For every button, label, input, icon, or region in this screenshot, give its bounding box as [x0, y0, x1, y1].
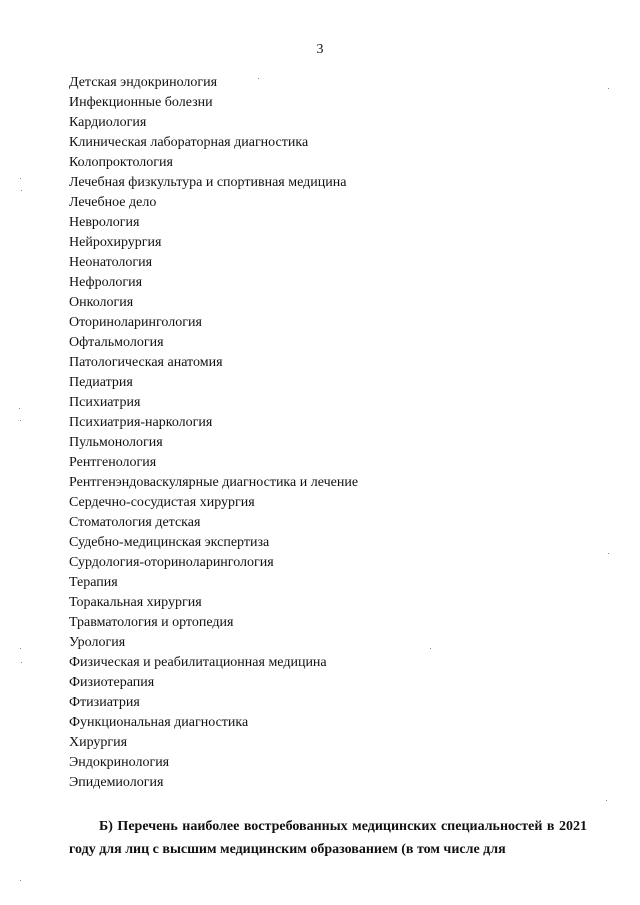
list-item: Травматология и ортопедия [69, 615, 234, 630]
scan-speck [21, 190, 22, 191]
list-item: Фтизиатрия [69, 695, 140, 710]
scan-speck [606, 800, 607, 801]
page-number: 3 [316, 42, 324, 57]
list-item: Физиотерапия [69, 675, 155, 690]
list-item: Терапия [69, 575, 118, 590]
list-item: Пульмонология [69, 435, 163, 450]
list-item: Детская эндокринология [69, 75, 218, 90]
list-item: Торакальная хирургия [69, 595, 202, 610]
list-item: Лечебная физкультура и спортивная медицина [69, 175, 347, 190]
list-item: Рентгенология [69, 455, 157, 470]
list-item: Хирургия [69, 735, 128, 750]
list-item: Нефрология [69, 275, 143, 290]
list-item: Патологическая анатомия [69, 355, 223, 370]
scan-speck [20, 178, 21, 179]
scan-speck [20, 648, 21, 649]
section-heading: Б) Перечень наиболее востребованных медицинских специальностей в 2021 году для лиц с высшим медицинским образованием (в том числе для [69, 819, 587, 857]
scan-speck [21, 662, 22, 663]
scan-speck [20, 880, 21, 881]
list-item: Сердечно-сосудистая хирургия [69, 495, 255, 510]
list-item: Неонатология [69, 255, 153, 270]
list-item: Нейрохирургия [69, 235, 162, 250]
list-item: Эндокринология [69, 755, 170, 770]
list-item: Неврология [69, 215, 140, 230]
scan-speck [608, 88, 609, 89]
list-item: Офтальмология [69, 335, 164, 350]
list-item: Психиатрия-наркология [69, 415, 213, 430]
scan-speck [608, 553, 609, 554]
list-item: Педиатрия [69, 375, 133, 390]
list-item: Психиатрия [69, 395, 141, 410]
list-item: Судебно-медицинская экспертиза [69, 535, 270, 550]
list-item: Клиническая лабораторная диагностика [69, 135, 309, 150]
scan-speck [20, 420, 21, 421]
list-item: Кардиология [69, 115, 147, 130]
list-item: Сурдология-оториноларингология [69, 555, 274, 570]
list-item: Стоматология детская [69, 515, 201, 530]
scan-speck [430, 648, 431, 649]
specialty-list [69, 73, 358, 793]
list-item: Рентгенэндоваскулярные диагностика и лечение [69, 475, 359, 490]
list-item: Колопроктология [69, 155, 173, 170]
list-item: Урология [69, 635, 126, 650]
list-item: Лечебное дело [69, 195, 157, 210]
list-item: Физическая и реабилитационная медицина [69, 655, 327, 670]
list-item: Оториноларингология [69, 315, 202, 330]
scan-speck [258, 78, 259, 79]
list-item: Инфекционные болезни [69, 95, 213, 110]
list-item: Онкология [69, 295, 134, 310]
list-item: Функциональная диагностика [69, 715, 249, 730]
list-item: Эпидемиология [69, 775, 164, 790]
scan-speck [19, 408, 20, 409]
